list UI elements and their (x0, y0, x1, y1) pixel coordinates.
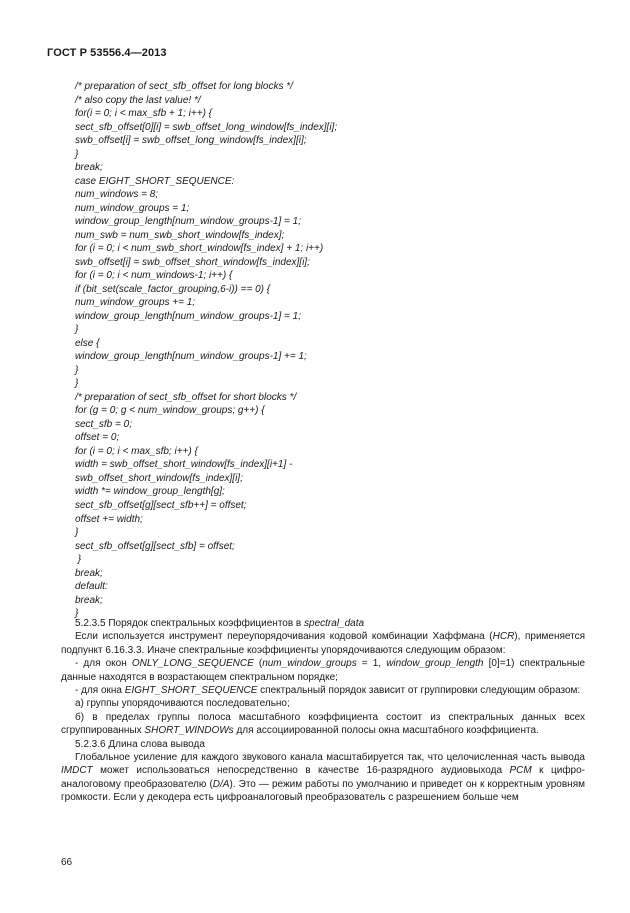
code-line: for (i = 0; i < num_swb_short_window[fs_index] + 1; i++) (75, 243, 324, 255)
list-item: б) в пределах группы полоса масштабного коэффициента состоит из спектральных данных всех сгруппированных SHORT_WINDOWs для ассоциированной полосы окна масштабного коэффициента. (61, 711, 585, 737)
code-line: } (75, 608, 79, 620)
section-heading-5236: 5.2.3.6 Длина слова вывода (75, 738, 205, 750)
code-line: } (75, 364, 79, 376)
code-line: sect_sfb_offset[g][sect_sfb++] = offset; (75, 499, 247, 511)
prose-section (61, 617, 585, 805)
code-line: swb_offset_short_window[fs_index][i]; (75, 472, 243, 484)
paragraph: - для окна EIGHT_SHORT_SEQUENCE спектральный порядок зависит от группировки следующим образом: (75, 685, 581, 697)
code-line: for (g = 0; g < num_window_groups; g++) { (75, 405, 265, 417)
code-line: window_group_length[num_window_groups-1] = 1; (75, 310, 301, 322)
code-line: swb_offset[i] = swb_offset_short_window[fs_index][i]; (75, 256, 310, 268)
code-line: num_windows = 8; (75, 189, 159, 201)
list-item: а) группы упорядочиваются последовательно; (75, 698, 290, 710)
code-line: } (75, 378, 79, 390)
code-line: window_group_length[num_window_groups-1] += 1; (75, 351, 307, 363)
document-header: ГОСТ Р 53556.4—2013 (47, 47, 167, 59)
code-line: /* preparation of sect_sfb_offset for short blocks */ (75, 391, 297, 403)
code-line: for(i = 0; i < max_sfb + 1; i++) { (75, 108, 213, 120)
code-line: break; (75, 567, 103, 579)
code-line: width = swb_offset_short_window[fs_index][i+1] - (75, 459, 293, 471)
code-line: /* also copy the last value! */ (75, 94, 201, 106)
code-line: } (75, 527, 79, 539)
code-line: break; (75, 162, 103, 174)
code-line: /* preparation of sect_sfb_offset for long blocks */ (75, 81, 293, 92)
code-line: num_window_groups += 1; (75, 297, 196, 309)
code-line: sect_sfb = 0; (75, 418, 132, 430)
code-line: for (i = 0; i < max_sfb; i++) { (75, 445, 198, 457)
code-line: swb_offset[i] = swb_offset_long_window[fs_index][i]; (75, 135, 307, 147)
code-listing (75, 80, 585, 621)
code-line: sect_sfb_offset[g][sect_sfb] = offset; (75, 540, 235, 552)
code-line: } (75, 148, 79, 160)
code-line: } (75, 324, 79, 336)
code-line: } (75, 554, 82, 566)
section-heading-5235: 5.2.3.5 Порядок спектральных коэффициентов в spectral_data (75, 618, 365, 629)
code-line: offset += width; (75, 513, 143, 525)
code-line: window_group_length[num_window_groups-1] = 1; (75, 216, 301, 228)
code-line: default: (75, 581, 108, 593)
code-line: offset = 0; (75, 432, 120, 444)
code-line: width *= window_group_length[g]; (75, 486, 225, 498)
code-line: num_window_groups = 1; (75, 202, 190, 214)
paragraph: Глобальное усиление для каждого звукового канала масштабируется так, что целочисленная часть вывода IMDCT может использоваться непосредственно в качестве 16-разрядного аудиовыхода PCM к цифро-аналоговому преобразователю (D/A). Это — режим работы по умолчанию и приведет он к корректным уровням громкости. Если у декодера есть цифроаналоговый преобразователь с разрешением больше чем (61, 752, 586, 804)
code-line: for (i = 0; i < num_windows-1; i++) { (75, 270, 233, 282)
code-line: else { (75, 337, 100, 349)
code-line: if (bit_set(scale_factor_grouping,6-i)) == 0) { (75, 283, 271, 295)
page-number: 66 (61, 857, 73, 868)
paragraph: - для окон ONLY_LONG_SEQUENCE (num_window_groups = 1, window_group_length [0]=1) спектральные данные находятся в возрастающем спектральном порядке; (61, 658, 586, 683)
code-line: num_swb = num_swb_short_window[fs_index]; (75, 229, 285, 241)
code-line: break; (75, 594, 103, 606)
code-line: case EIGHT_SHORT_SEQUENCE: (75, 175, 235, 187)
paragraph: Если используется инструмент переупорядочивания кодовой комбинации Хаффмана (HCR), применяется подпункт 6.16.3.3. Иначе спектральные коэффициенты упорядочиваются следующим образом: (61, 631, 586, 656)
code-line: sect_sfb_offset[0][i] = swb_offset_long_window[fs_index][i]; (75, 121, 338, 133)
